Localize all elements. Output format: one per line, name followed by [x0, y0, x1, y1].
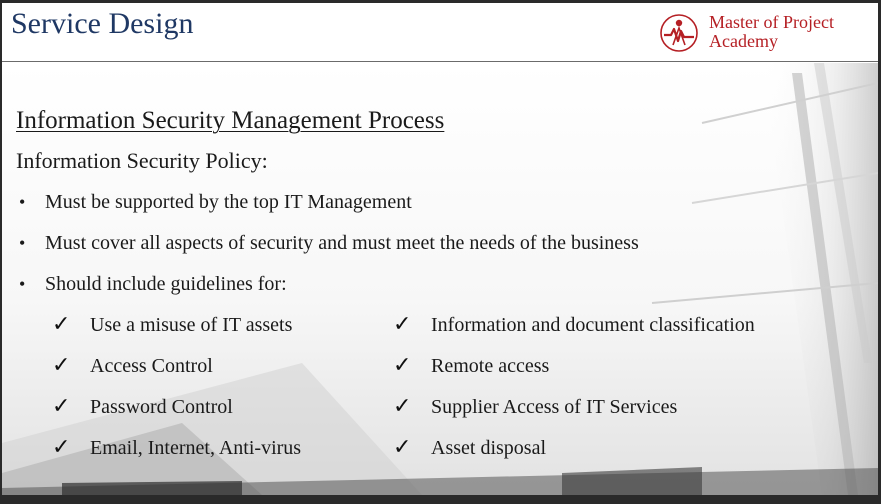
company-logo	[659, 11, 874, 57]
checkmark-icon: ✓	[52, 435, 71, 460]
checkmark-icon: ✓	[52, 312, 71, 337]
checkmark-icon: ✓	[393, 394, 412, 419]
guideline-item	[52, 434, 301, 475]
guideline-text: Email, Internet, Anti-virus	[90, 437, 302, 459]
logo-line-2: Academy	[709, 31, 778, 51]
guidelines-left-list	[52, 311, 301, 475]
project-figure-logo-icon	[659, 13, 699, 53]
bullet-icon: •	[19, 274, 26, 294]
guideline-item	[52, 352, 301, 393]
guideline-text: Supplier Access of IT Services	[431, 396, 678, 418]
bullet-item	[16, 229, 639, 270]
guideline-text: Password Control	[90, 396, 233, 418]
guideline-text: Information and document classification	[431, 314, 755, 336]
bullet-text: Must cover all aspects of security and must meet the needs of the business	[45, 232, 639, 254]
checkmark-icon: ✓	[52, 353, 71, 378]
slide-header	[2, 3, 878, 62]
slide	[2, 3, 878, 495]
checkmark-icon: ✓	[393, 353, 412, 378]
checkmark-icon: ✓	[393, 435, 412, 460]
bullet-icon: •	[19, 233, 26, 253]
guideline-item	[393, 311, 755, 352]
guideline-item	[52, 393, 301, 434]
bullet-item	[16, 270, 639, 311]
guidelines-right-list	[393, 311, 755, 475]
guideline-text: Asset disposal	[431, 437, 546, 459]
guideline-text: Access Control	[90, 355, 213, 377]
bullet-text: Should include guidelines for:	[45, 273, 287, 295]
guideline-text: Use a misuse of IT assets	[90, 314, 293, 336]
logo-line-1: Master of Project	[709, 12, 834, 32]
guideline-item	[393, 352, 755, 393]
policy-bullet-list	[16, 188, 639, 311]
guideline-item	[393, 434, 755, 475]
guideline-item	[52, 311, 301, 352]
guideline-item	[393, 393, 755, 434]
logo-text	[709, 13, 834, 51]
checkmark-icon: ✓	[52, 394, 71, 419]
section-heading: Information Security Management Process	[16, 107, 445, 134]
bullet-text: Must be supported by the top IT Management	[45, 191, 412, 213]
checkmark-icon: ✓	[393, 312, 412, 337]
slide-title: Service Design	[11, 7, 194, 40]
bullet-icon: •	[19, 192, 26, 212]
policy-subheading: Information Security Policy:	[16, 148, 268, 173]
bullet-item	[16, 188, 639, 229]
guideline-text: Remote access	[431, 355, 550, 377]
